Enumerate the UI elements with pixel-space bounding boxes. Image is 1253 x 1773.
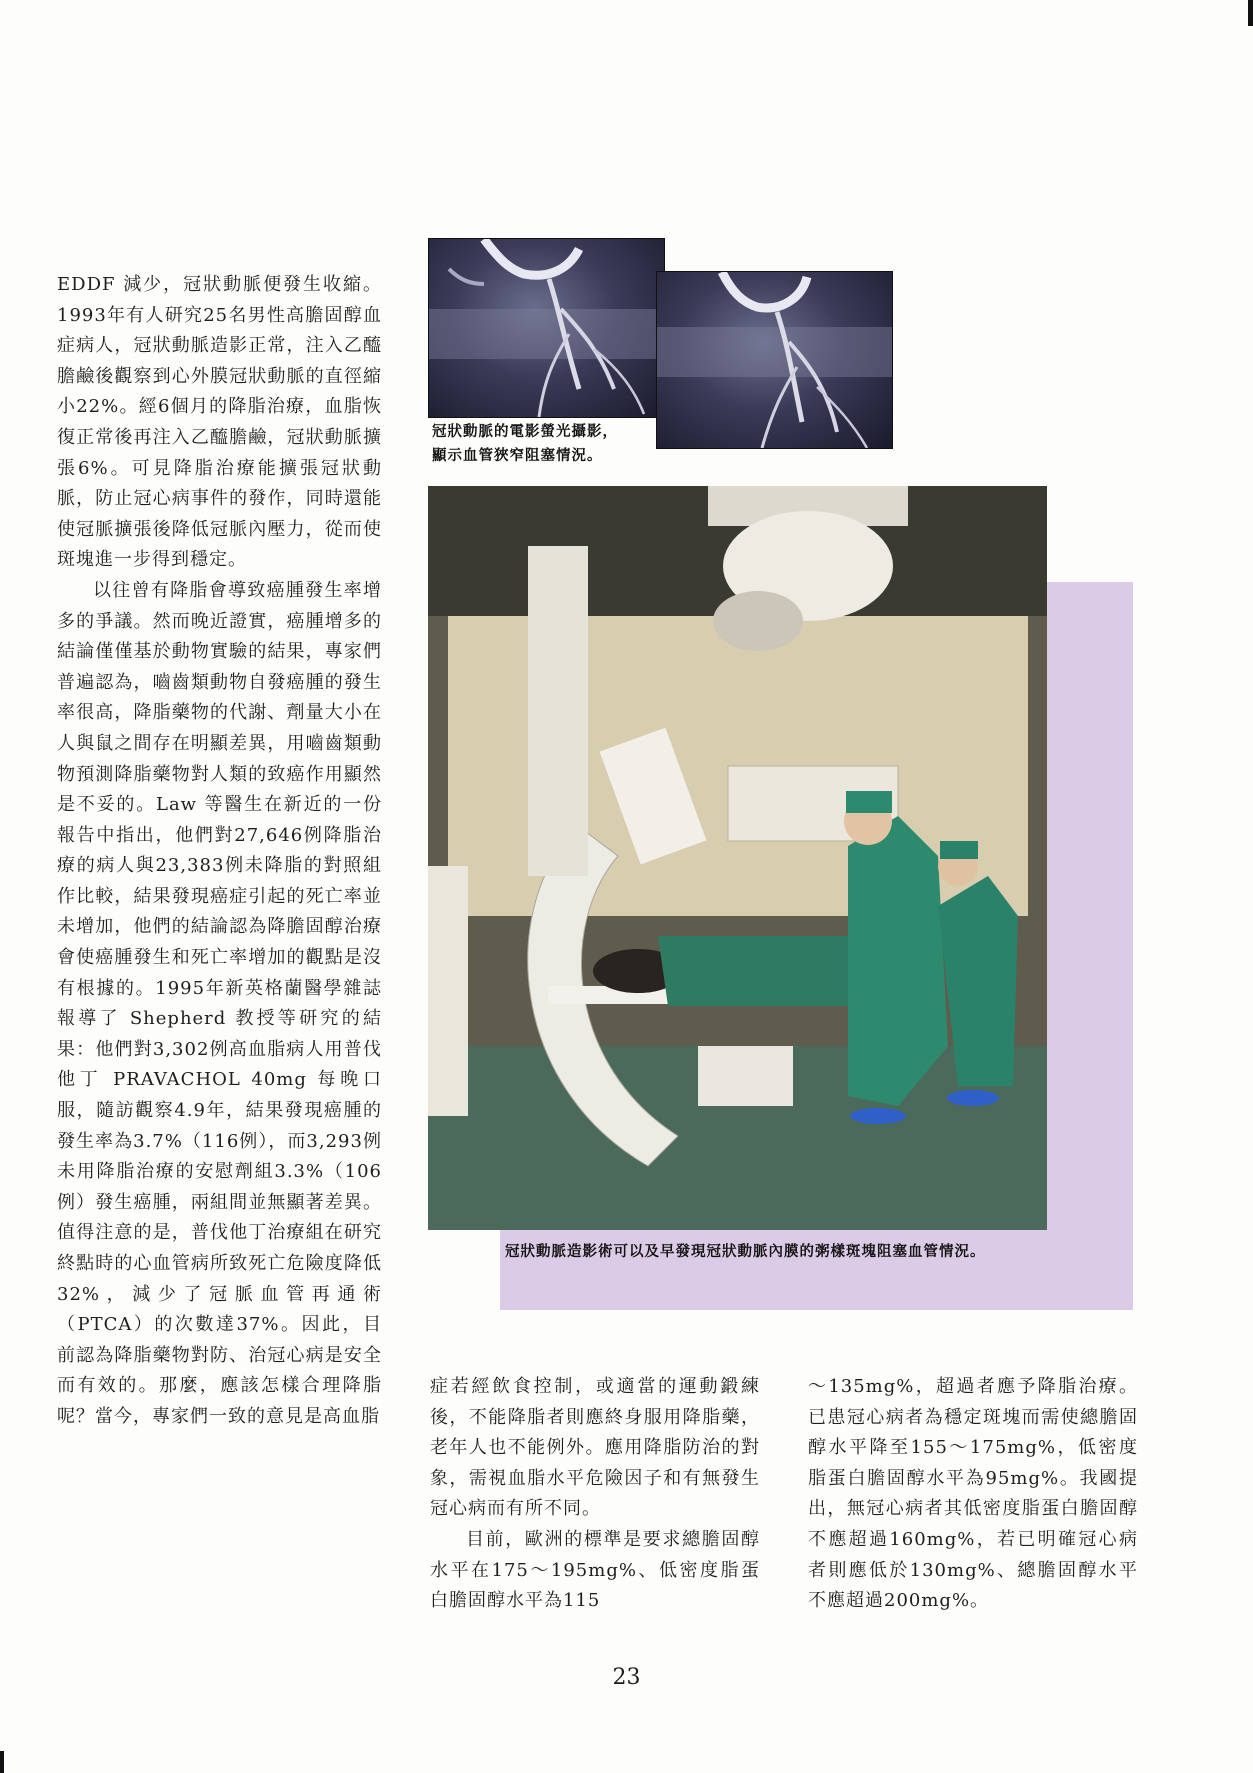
paragraph-cancer-debate: 以往曾有降脂會導致癌腫發生率增多的爭議。然而晚近證實，癌腫增多的結論僅僅基於動物實驗的結果，專家們普遍認為，嚙齒類動物自發癌腫的發生率很高，降脂藥物的代謝、劑量大小在人與鼠之間存在明顯差異，用嚙齒類動物預測降脂藥物對人類的致癌作用顯然是不妥的。Law 等醫生在新近的一份報告中指出，他們對27,646例降脂治療的病人與23,383例未降脂的對照組作比較，結果發現癌症引起的死亡率並未增加，他們的結論認為降膽固醇治療會使癌腫發生和死亡率增加的觀點是沒有根據的。1995年新英格蘭醫學雜誌報導了 Shepherd 教授等研究的結果：他們對3,302例高血脂病人用普伐他丁 PRAVACHOL 40mg 每晚口服，隨訪觀察4.9年，結果發現癌腫的發生率為3.7%（116例），而3,293例未用降脂治療的安慰劑組3.3%（106例）發生癌腫，兩組間並無顯著差異。值得注意的是，普伐他丁治療組在研究終點時的心血管病所致死亡危險度降低32%，減少了冠脈血管再通術（PTCA）的次數達37%。因此，目前認為降脂藥物對防、治冠心病是安全而有效的。那麼，應該怎樣合理降脂呢？當今，專家們一致的意見是高血脂 (57, 579, 382, 1427)
corner-crop-mark-bottom (0, 1751, 4, 1773)
paragraph-cholesterol-targets: ～135mg%，超過者應予降脂治療。已患冠心病者為穩定斑塊而需使總膽固醇水平降至155～175mg%，低密度脂蛋白膽固醇水平為95mg%。我國提出，無冠心病者其低密度脂蛋白膽固醇不應超過160mg%，若已明確冠心病者則應低於130mg%、總膽固醇水平不應超過200mg%。 (808, 1376, 1138, 1612)
paragraph-eddf: EDDF 減少，冠狀動脈便發生收縮。1993年有人研究25名男性高膽固醇血症病人，冠狀動脈造影正常，注入乙醯膽鹼後觀察到心外膜冠狀動脈的直徑縮小22%。經6個月的降脂治療，血脂恢復正常後再注入乙醯膽鹼，冠狀動脈擴張6%。可見降脂治療能擴張冠狀動脈，防止冠心病事件的發作，同時還能使冠脈擴張後降低冠脈內壓力，從而使斑塊進一步得到穩定。 (57, 274, 382, 571)
angiogram-image-2 (656, 271, 893, 449)
corner-crop-mark-top (1248, 0, 1253, 26)
angiogram-caption-line-1: 冠狀動脈的電影螢光攝影， (432, 424, 618, 440)
paragraph-european-standard: 目前，歐洲的標準是要求總膽固醇水平在175～195mg%、低密度脂蛋白膽固醇水平為115 (430, 1528, 760, 1612)
angiogram-image-1 (428, 238, 665, 418)
photo-caption: 冠狀動脈造影術可以及早發現冠狀動脈內膜的粥樣斑塊阻塞血管情況。 (505, 1244, 986, 1260)
page-number: 23 (612, 1665, 641, 1690)
paragraph-diet-control: 症若經飲食控制，或適當的運動鍛練後，不能降脂者則應終身服用降脂藥，老年人也不能例外。應用降脂防治的對象，需視血脂水平危險因子和有無發生冠心病而有所不同。 (430, 1376, 760, 1520)
angiogram-caption-line-2: 顯示血管狹窄阻塞情況。 (432, 448, 603, 464)
catheterization-lab-photo (428, 486, 1047, 1230)
article-column-right (808, 1372, 1138, 1617)
article-column-left (57, 270, 382, 1433)
article-column-middle (430, 1372, 760, 1617)
angiogram-caption (432, 420, 662, 468)
